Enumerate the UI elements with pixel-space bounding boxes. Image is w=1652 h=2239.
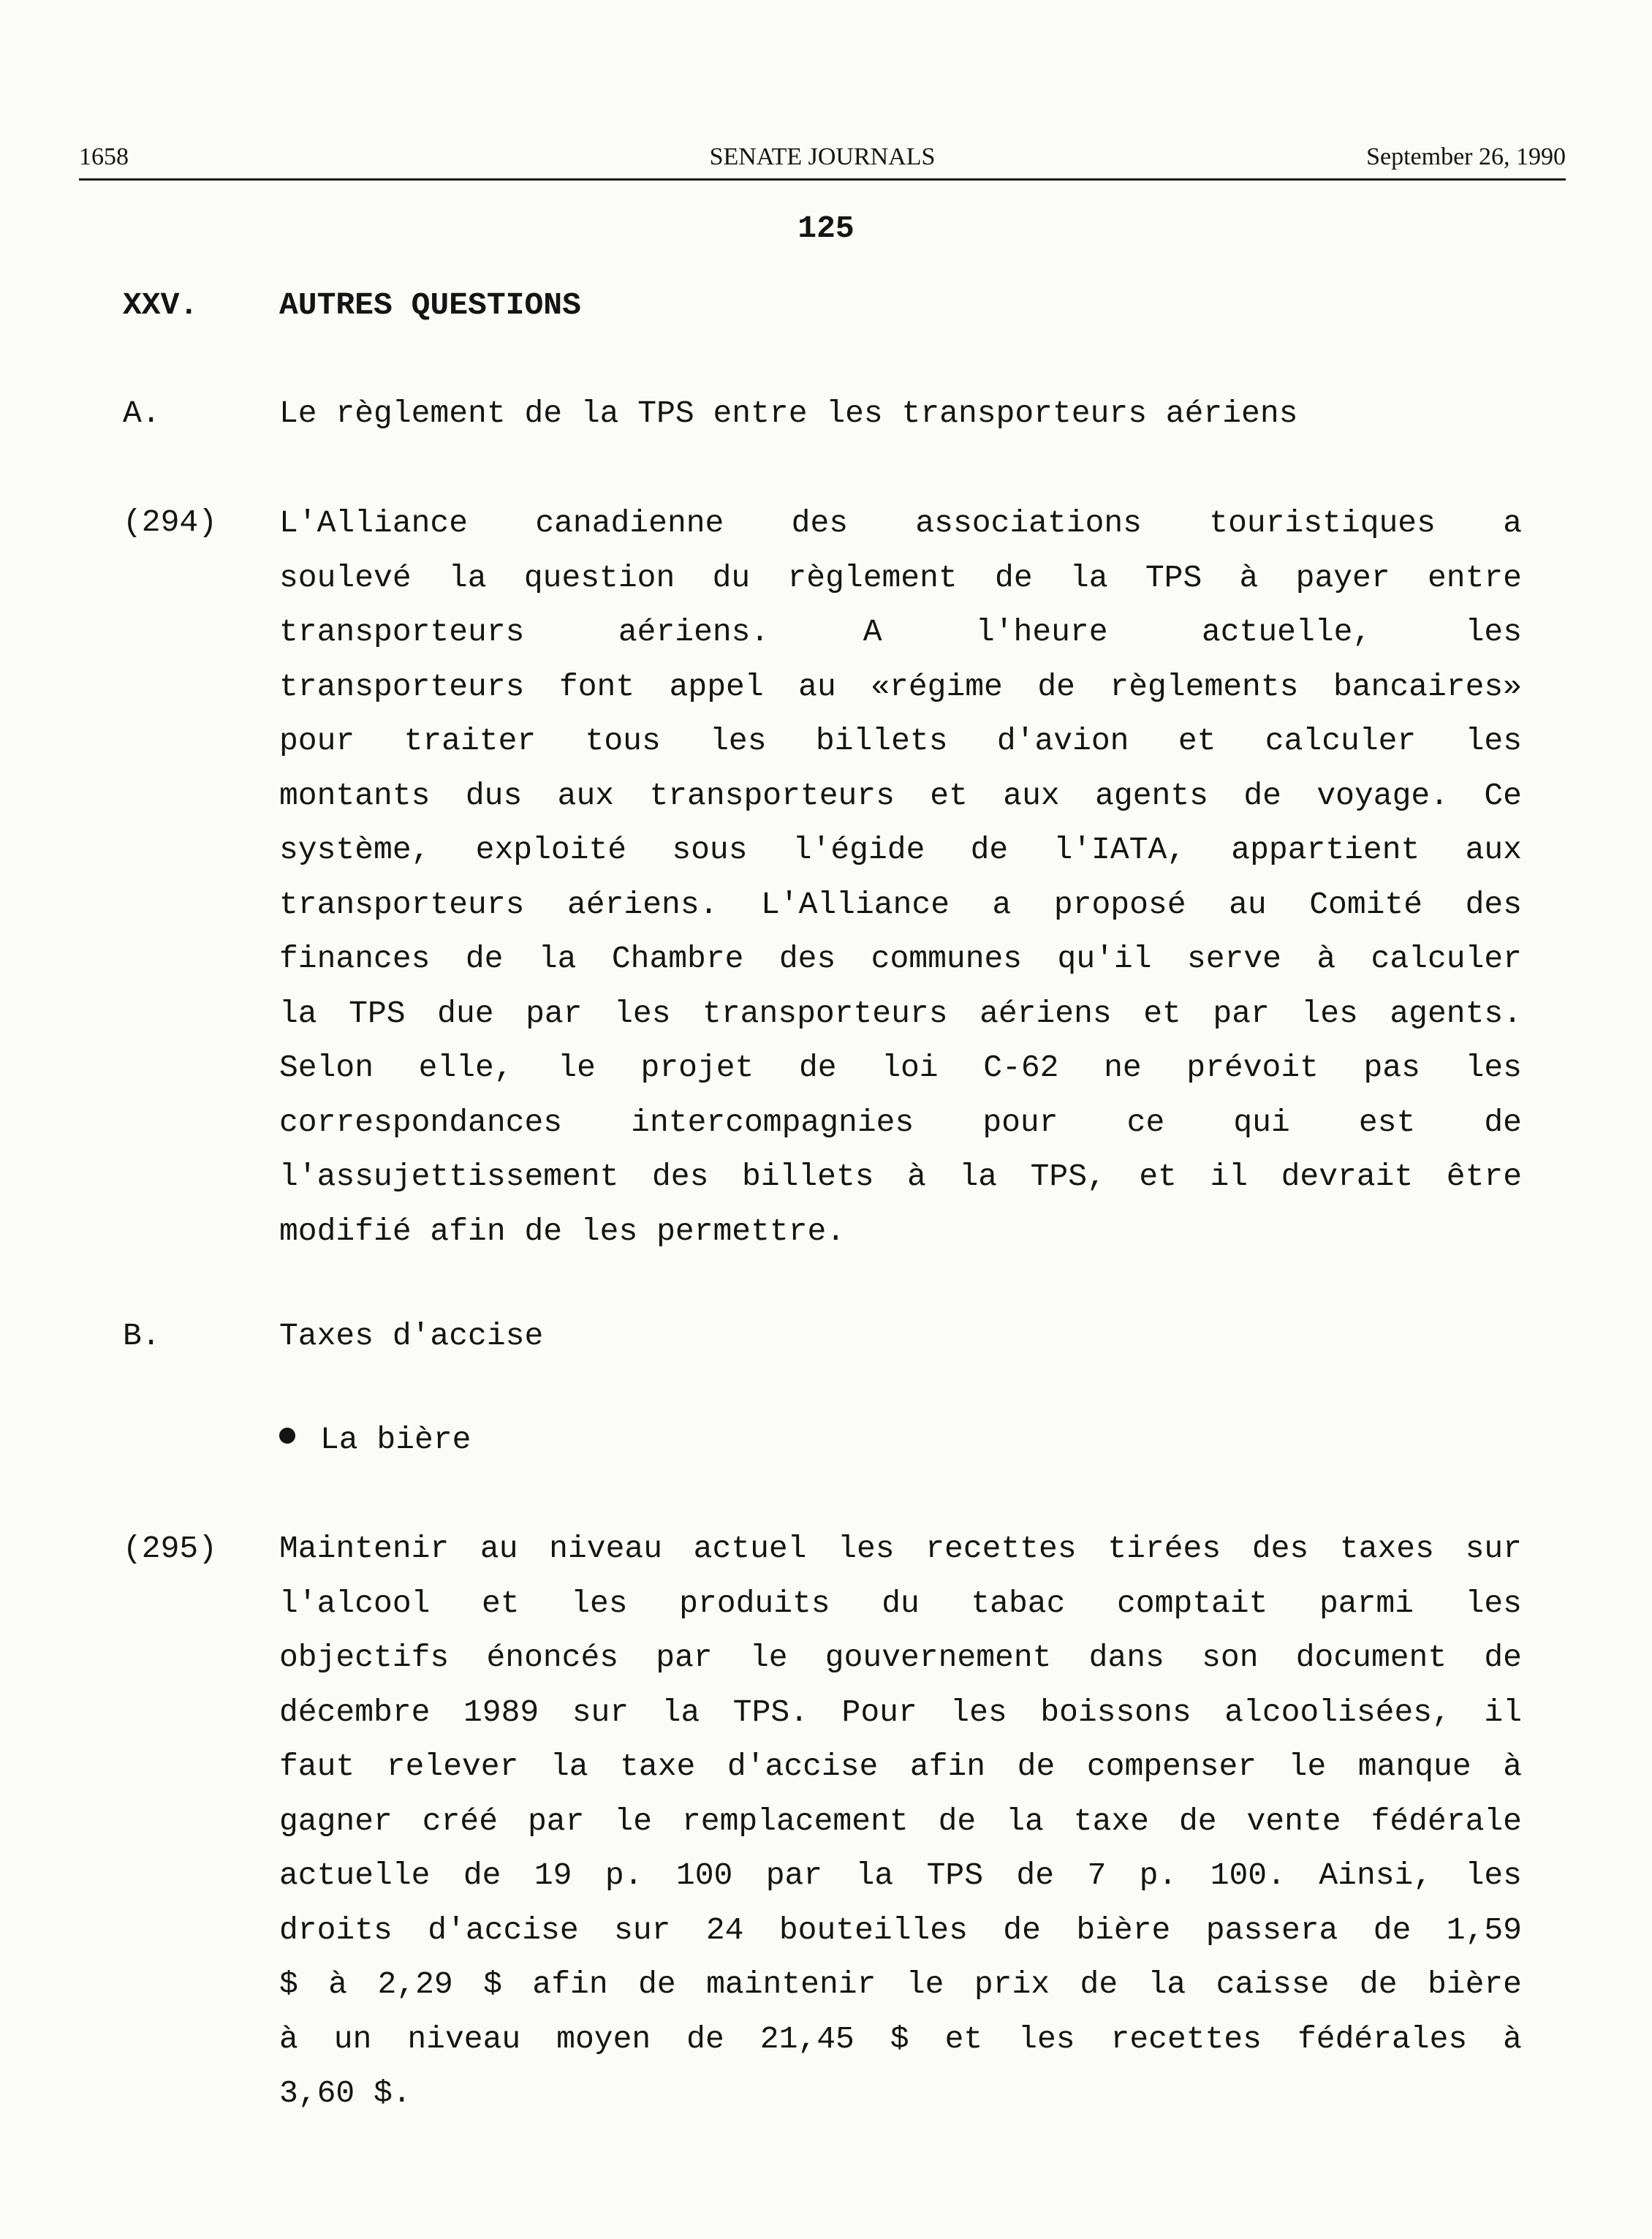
para-294-line: l'assujettissement des billets à la TPS, et il devrait être [279,1159,1522,1194]
para-295-line: l'alcool et les produits du tabac comptait parmi les [279,1585,1522,1621]
journal-title: SENATE JOURNALS [709,143,936,170]
subsection-a-letter: A. [123,395,161,431]
para-294-line: système, exploité sous l'égide de l'IATA, appartient aux [279,832,1522,868]
para-294-line: transporteurs font appel au «régime de règlements bancaires» [279,668,1522,705]
para-294-body [279,496,1522,1259]
para-295-line: droits d'accise sur 24 bouteilles de bière passera de 1,59 [279,1912,1522,1948]
subsection-b-letter: B. [123,1318,161,1354]
para-294-line: modifié afin de les permettre. [279,1213,846,1249]
journal-date: September 26, 1990 [1366,143,1566,170]
para-294-line: transporteurs aériens. L'Alliance a proposé au Comité des [279,886,1522,923]
para-294-line: Selon elle, le projet de loi C-62 ne prévoit pas les [279,1050,1522,1086]
bullet-icon [279,1428,295,1444]
para-295-line: à un niveau moyen de 21,45 $ et les recettes fédérales à [279,2020,1522,2057]
para-294-line: finances de la Chambre des communes qu'il serve à calculer [279,941,1522,977]
para-295-line: décembre 1989 sur la TPS. Pour les boissons alcoolisées, il [279,1694,1522,1730]
para-295-line: faut relever la taxe d'accise afin de compenser le manque à [279,1749,1522,1784]
para-295-line: 3,60 $. [279,2075,412,2111]
para-294-line: L'Alliance canadienne des associations touristiques a [279,505,1522,541]
para-295-number: (295) [123,1531,218,1566]
para-295-body [279,1522,1522,2121]
para-295-line: objectifs énoncés par le gouvernement dans son document de [279,1640,1522,1675]
para-295-line: gagner créé par le remplacement de la taxe de vente fédérale [279,1803,1522,1839]
para-294-line: pour traiter tous les billets d'avion et calculer les [279,723,1522,759]
para-294-line: la TPS due par les transporteurs aériens et par les agents. [279,995,1522,1031]
para-294-line: montants dus aux transporteurs et aux agents de voyage. Ce [279,777,1522,814]
section-title: AUTRES QUESTIONS [279,287,581,323]
para-294-line: correspondances intercompagnies pour ce qui est de [279,1104,1522,1140]
para-294-number: (294) [123,504,218,540]
para-295-line: actuelle de 19 p. 100 par la TPS de 7 p. 100. Ainsi, les [279,1857,1522,1893]
section-numeral: XXV. [123,287,199,323]
para-294-line: transporteurs aériens. A l'heure actuelle, les [279,614,1522,650]
running-header [79,142,1566,181]
para-295-line: $ à 2,29 $ afin de maintenir le prix de la caisse de bière [279,1966,1522,2002]
para-294-line: soulevé la question du règlement de la TPS à payer entre [279,559,1522,596]
para-295-line: Maintenir au niveau actuel les recettes tirées des taxes sur [279,1531,1522,1566]
bullet-item-text: La bière [320,1422,471,1458]
journal-page-number: 1658 [79,143,129,170]
subsection-b-title: Taxes d'accise [279,1318,544,1354]
subsection-a-title: Le règlement de la TPS entre les transporteurs aériens [279,395,1298,431]
document-page-number: 125 [797,211,855,246]
